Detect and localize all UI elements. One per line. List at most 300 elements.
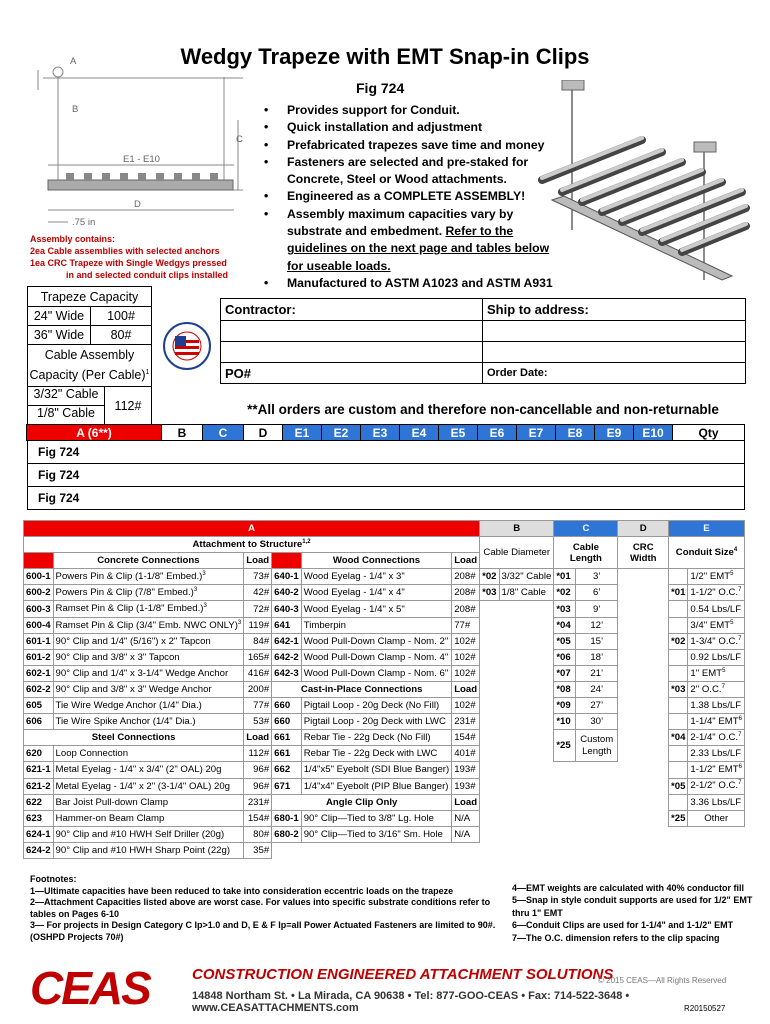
option-desc-text: Tie Wire Spike Anchor (1/4" Dia.)	[55, 716, 196, 728]
empty	[554, 762, 576, 778]
conduit-text: 2" O.C.	[690, 684, 722, 696]
empty	[669, 826, 688, 842]
empty	[575, 810, 618, 826]
option-desc	[53, 585, 244, 601]
option-desc	[53, 842, 244, 858]
capacity-load: 80#	[110, 328, 132, 342]
empty	[480, 601, 499, 617]
table-row	[24, 778, 745, 794]
option-load: 208#	[452, 585, 480, 601]
feature-item	[262, 206, 562, 275]
conduit-code	[669, 601, 688, 617]
option-desc-text: 90° Clip and #10 HWH Sharp Point (22g)	[55, 844, 231, 856]
empty	[480, 826, 499, 842]
option-code: 671	[272, 778, 302, 794]
revision-code: R20150527	[684, 1004, 726, 1013]
footnote-ref: 5	[730, 619, 734, 626]
footnote: 6—Conduit Clips are used for 1-1/4" and 1-1/2" EMT	[512, 920, 734, 931]
conduit-text: 1-3/4" O.C.	[690, 635, 739, 647]
order-col-b: B	[161, 424, 203, 441]
footnote-ref: 5	[722, 667, 726, 674]
conduit-value	[688, 617, 745, 633]
footnote-ref: 6	[738, 716, 742, 723]
order-col-e5: E5	[438, 424, 478, 441]
length-code: *09	[554, 698, 576, 714]
length-code: *02	[554, 585, 576, 601]
attachment-heading	[24, 537, 480, 553]
option-load: 401#	[452, 746, 480, 762]
option-desc: Pigtail Loop - 20g Deck with LWC	[301, 714, 451, 730]
option-code: 642-3	[272, 665, 302, 681]
crc-width-cell	[618, 842, 669, 858]
red-marker	[272, 553, 302, 569]
crc-width-cell	[618, 633, 669, 649]
empty	[499, 601, 554, 617]
conduit-text: 1.38 Lbs/LF	[690, 700, 742, 712]
crc-width-cell	[618, 714, 669, 730]
empty	[480, 810, 499, 826]
table-row	[24, 826, 745, 842]
red-marker	[24, 553, 54, 569]
order-form-row	[221, 362, 745, 383]
footnote-ref: 1,2	[302, 539, 311, 546]
capacity-row	[28, 306, 151, 325]
trapeze-diagram	[28, 50, 253, 230]
buy-american-seal	[163, 322, 211, 370]
ceas-logo: CEAS	[30, 962, 150, 1014]
non-cancellable-notice: **All orders are custom and therefore non-cancellable and non-returnable	[247, 402, 719, 417]
order-row[interactable]: Fig 724	[27, 464, 745, 487]
length-code: *01	[554, 569, 576, 585]
empty	[480, 649, 499, 665]
option-load: N/A	[452, 810, 480, 826]
cable-desc: 3/32" Cable	[499, 569, 554, 585]
option-desc: 1/4"x5" Eyebolt (SDI Blue Banger)	[301, 762, 451, 778]
length-value: 18’	[575, 649, 618, 665]
length-value: 12’	[575, 617, 618, 633]
order-col-e3: E3	[360, 424, 400, 441]
option-code: 622	[24, 794, 54, 810]
footnote: 1—Ultimate capacities have been reduced to take into consideration eccentric loads on the trapeze	[30, 885, 454, 896]
footnote: 2—Attachment Capacities listed above are worst case. For values into specific substrate conditions refer to tables on Pages 6-10	[30, 897, 491, 919]
option-desc	[53, 778, 244, 794]
order-rows	[27, 441, 745, 510]
option-desc-text: Loop Connection	[55, 748, 129, 760]
option-load: 208#	[452, 569, 480, 585]
option-desc-text: Powers Pin & Clip (1-1/8" Embed.)	[55, 571, 203, 583]
col-e-header: E	[669, 521, 745, 537]
length-value: 15’	[575, 633, 618, 649]
empty	[499, 649, 554, 665]
cable-heading-2	[28, 364, 151, 384]
order-row[interactable]: Fig 724	[27, 487, 745, 510]
table-row	[24, 746, 745, 762]
conduit-code: *01	[669, 585, 688, 601]
col-b-header: B	[480, 521, 554, 537]
conduit-code	[669, 649, 688, 665]
load-heading: Load	[452, 681, 480, 697]
option-code: 606	[24, 714, 54, 730]
option-load: 416#	[244, 665, 272, 681]
section-heading: Angle Clip Only	[272, 794, 452, 810]
option-desc-text: Ramset Pin & Clip (1-1/8" Embed.)	[55, 603, 204, 615]
footnote-ref: 7	[738, 635, 742, 642]
conduit-code: *25	[669, 810, 688, 826]
length-code: *08	[554, 681, 576, 697]
option-desc	[53, 569, 244, 585]
wood-heading: Wood Connections	[301, 553, 451, 569]
option-load: N/A	[452, 826, 480, 842]
feature-text: Assembly maximum capacities vary by substrate and embedment.	[287, 206, 514, 239]
option-code: 621-1	[24, 762, 54, 778]
cable-desc: 1/8" Cable	[499, 585, 554, 601]
length-code: *03	[554, 601, 576, 617]
conduit-value	[688, 714, 745, 730]
option-desc	[53, 762, 244, 778]
table-row	[24, 714, 745, 730]
empty	[499, 698, 554, 714]
table-row	[24, 681, 745, 697]
conduit-text: 1" EMT	[690, 667, 723, 679]
length-value: 6’	[575, 585, 618, 601]
conduit-code	[669, 665, 688, 681]
option-desc-text: Metal Eyelag - 1/4" x 3/4" (2" OAL) 20g	[55, 764, 222, 776]
footnote-ref: 3	[202, 571, 206, 578]
option-code: 623	[24, 810, 54, 826]
assembly-line: 1ea CRC Trapeze with Single Wedgys pressed	[30, 258, 227, 268]
conduit-value	[688, 794, 745, 810]
fig-label: Fig 724	[356, 80, 405, 96]
footnotes-heading: Footnotes:	[30, 874, 77, 884]
concrete-heading: Concrete Connections	[53, 553, 244, 569]
empty	[499, 730, 554, 746]
crc-width-cell	[618, 569, 669, 585]
option-desc: Rebar Tie - 22g Deck (No Fill)	[301, 730, 451, 746]
guidelines-link[interactable]: Refer to the guidelines on the next page and tables below for useable loads.	[287, 224, 550, 273]
cable-size: 3/32" Cable	[28, 387, 104, 406]
cable-size: 1/8" Cable	[37, 406, 95, 421]
option-code: 661	[272, 730, 302, 746]
option-desc-text: 90° Clip and 3/8" x 3" Wedge Anchor	[55, 684, 212, 696]
crc-width-cell	[618, 826, 669, 842]
empty	[499, 762, 554, 778]
empty	[480, 681, 499, 697]
trapeze-photo	[532, 80, 750, 290]
empty	[480, 665, 499, 681]
order-col-c: C	[202, 424, 244, 441]
empty	[272, 842, 480, 858]
option-desc: Wood Pull-Down Clamp - Nom. 2"	[301, 633, 451, 649]
option-desc	[53, 746, 244, 762]
table-row	[24, 762, 745, 778]
option-desc-text: Powers Pin & Clip (7/8" Embed.)	[55, 587, 194, 599]
option-desc	[53, 649, 244, 665]
col-d-header: D	[618, 521, 669, 537]
table-row	[24, 585, 745, 601]
cable-heading-2-text: Capacity (Per Cable)	[29, 368, 146, 383]
empty	[669, 842, 688, 858]
trapeze-capacity-heading: Trapeze Capacity	[40, 289, 139, 304]
option-code: 640-2	[272, 585, 302, 601]
diagram-label-a: A	[70, 56, 77, 67]
footnote-ref: 4	[733, 547, 738, 554]
conduit-code	[669, 746, 688, 762]
option-code: 642-1	[272, 633, 302, 649]
option-code: 600-4	[24, 617, 54, 633]
load-heading: Load	[452, 553, 480, 569]
cable-heading-1: Cable Assembly	[44, 348, 135, 362]
contractor-label: Contractor:	[221, 299, 483, 320]
option-code: 661	[272, 746, 302, 762]
footnote-ref: 3	[203, 603, 207, 610]
option-desc: Pigtail Loop - 20g Deck (No Fill)	[301, 698, 451, 714]
cable-diameter-heading: Cable Diameter	[480, 537, 554, 569]
feature-item: • Quick installation and adjustment	[262, 119, 562, 136]
length-value	[575, 730, 618, 762]
option-desc: Timberpin	[301, 617, 451, 633]
option-code: 624-1	[24, 826, 54, 842]
conduit-text: 0.54 Lbs/LF	[690, 603, 742, 615]
footnote-ref: 5	[730, 571, 734, 578]
conduit-value	[688, 746, 745, 762]
crc-width-cell	[618, 794, 669, 810]
feature-item: • Manufactured to ASTM A1023 and ASTM A931	[262, 275, 562, 292]
option-load: 231#	[244, 794, 272, 810]
crc-width-cell	[618, 778, 669, 794]
table-row	[24, 617, 745, 633]
option-load: 84#	[244, 633, 272, 649]
option-load: 72#	[244, 601, 272, 617]
attachment-text: Attachment to Structure	[192, 539, 303, 551]
conduit-code	[669, 714, 688, 730]
table-row	[24, 569, 745, 585]
option-code: 680-2	[272, 826, 302, 842]
conduit-text: 1-1/2" O.C.	[690, 587, 739, 599]
order-col-e10: E10	[633, 424, 673, 441]
footnote-ref: 7	[721, 683, 725, 690]
order-date-label[interactable]: Order Date:	[487, 367, 548, 379]
conduit-value	[688, 778, 745, 794]
length-code: *10	[554, 714, 576, 730]
footnote: 7—The O.C. dimension refers to the clip spacing	[512, 932, 720, 943]
option-load: 73#	[244, 569, 272, 585]
length-code: *04	[554, 617, 576, 633]
option-desc: Wood Pull-Down Clamp - Nom. 6"	[301, 665, 451, 681]
option-code: 601-2	[24, 649, 54, 665]
order-form	[220, 298, 746, 384]
page-title: Wedgy Trapeze with EMT Snap-in Clips	[180, 44, 590, 69]
length-value: 21’	[575, 665, 618, 681]
empty	[554, 826, 576, 842]
crc-width-cell	[618, 617, 669, 633]
option-code: 600-2	[24, 585, 54, 601]
company-address: 14848 Northam St. • La Mirada, CA 90638 • Tel: 877-GOO-CEAS • Fax: 714-522-3648 • www.CEASATTACHMENTS.com	[192, 990, 630, 1014]
length-value: 9’	[575, 601, 618, 617]
empty	[554, 778, 576, 794]
option-code: 621-2	[24, 778, 54, 794]
empty	[499, 810, 554, 826]
cable-sizes	[28, 387, 105, 425]
option-load: 35#	[244, 842, 272, 858]
option-desc-text: 90° Clip and 3/8" x 3" Tapcon	[55, 651, 180, 663]
conduit-value: Other	[688, 810, 745, 826]
cable-capacity-rows	[28, 386, 151, 425]
section-heading: Steel Connections	[24, 730, 244, 746]
empty	[480, 730, 499, 746]
option-desc	[53, 601, 244, 617]
option-code: 660	[272, 714, 302, 730]
empty	[575, 778, 618, 794]
po-label[interactable]: PO#	[221, 363, 483, 383]
empty	[499, 665, 554, 681]
option-desc-text: Hammer-on Beam Clamp	[55, 812, 165, 824]
table-body	[24, 569, 745, 859]
option-load: 80#	[244, 826, 272, 842]
option-load: 102#	[452, 649, 480, 665]
conduit-code: *05	[669, 778, 688, 794]
table-subheader-row	[24, 537, 745, 553]
option-desc-text: 90° Clip and #10 HWH Self Driller (20g)	[55, 828, 225, 840]
footnote: 3— For projects in Design Category C Ip>1.0 and D, E & F Ip=all Power Actuated Fasteners are limited to 90#. (OSHPD Projects 70#)	[30, 920, 496, 942]
cable-capacity-heading	[28, 344, 151, 386]
conduit-value	[688, 665, 745, 681]
option-code: 601-1	[24, 633, 54, 649]
option-load: 96#	[244, 762, 272, 778]
option-load: 154#	[244, 810, 272, 826]
crc-width-cell	[618, 585, 669, 601]
length-code: *05	[554, 633, 576, 649]
footnote-ref: 3	[193, 587, 198, 594]
cable-code: *02	[480, 569, 499, 585]
length-value: 30’	[575, 714, 618, 730]
contractor-field[interactable]	[221, 341, 745, 362]
crc-width-cell	[618, 681, 669, 697]
footnote-ref: 7	[738, 732, 742, 739]
assembly-line: 2ea Cable assemblies with selected anchors	[30, 246, 220, 256]
company-name: CONSTRUCTION ENGINEERED ATTACHMENT SOLUTIONS	[192, 966, 614, 983]
order-col-a: A (6**)	[26, 424, 162, 441]
load-heading: Load	[244, 730, 272, 746]
option-load: 53#	[244, 714, 272, 730]
option-desc	[53, 826, 244, 842]
crc-width-cell	[618, 730, 669, 746]
order-row[interactable]: Fig 724	[27, 441, 745, 464]
option-load: 193#	[452, 762, 480, 778]
table-row	[24, 842, 745, 858]
order-col-e4: E4	[399, 424, 439, 441]
contractor-field[interactable]	[221, 320, 745, 341]
conduit-value	[688, 762, 745, 778]
length-code: *07	[554, 665, 576, 681]
diagram-label-e: E1 - E10	[123, 154, 160, 165]
empty	[499, 826, 554, 842]
empty	[688, 842, 745, 858]
option-desc-text: Bar Joist Pull-down Clamp	[55, 796, 169, 808]
diagram-label-b: B	[72, 104, 79, 115]
capacity-size: 24" Wide	[28, 307, 91, 325]
empty	[688, 826, 745, 842]
option-desc-text: Metal Eyelag - 1/4" x 2" (3-1/4" OAL) 20g	[55, 780, 231, 792]
option-load: 154#	[452, 730, 480, 746]
option-code: 640-1	[272, 569, 302, 585]
option-desc-text: 90° Clip and 1/4" x 3-1/4" Wedge Anchor	[55, 667, 229, 679]
order-col-e8: E8	[555, 424, 595, 441]
footnote-ref: 1	[145, 369, 150, 376]
option-desc: 90° Clip—Tied to 3/8" Lg. Hole	[301, 810, 451, 826]
option-code: 660	[272, 698, 302, 714]
feature-item: • Provides support for Conduit.	[262, 102, 562, 119]
empty	[499, 681, 554, 697]
order-header	[27, 424, 745, 441]
assembly-heading: Assembly contains:	[30, 234, 116, 244]
empty	[480, 698, 499, 714]
option-load: 119#	[244, 617, 272, 633]
copyright: © 2015 CEAS—All Rights Reserved	[598, 976, 727, 985]
assembly-line: in and selected conduit clips installed	[66, 270, 229, 280]
empty	[575, 762, 618, 778]
footnote-ref: 3	[237, 619, 242, 626]
empty	[480, 714, 499, 730]
empty	[554, 810, 576, 826]
footnote-ref: 7	[738, 780, 742, 787]
option-code: 641	[272, 617, 302, 633]
empty	[480, 842, 499, 858]
option-load: 193#	[452, 778, 480, 794]
table-row	[24, 649, 745, 665]
footnote-ref: 7	[738, 587, 742, 594]
table-row	[24, 633, 745, 649]
length-code: *06	[554, 649, 576, 665]
order-col-qty: Qty	[672, 424, 745, 441]
option-code: 602-1	[24, 665, 54, 681]
order-col-e7: E7	[516, 424, 556, 441]
option-load: 112#	[244, 746, 272, 762]
conduit-code	[669, 569, 688, 585]
cable-length-heading: Cable Length	[554, 537, 618, 569]
conduit-value	[688, 585, 745, 601]
custom-length: Custom	[580, 733, 614, 745]
crc-width-cell	[618, 649, 669, 665]
option-desc: Wood Eyelag - 1/4" x 4"	[301, 585, 451, 601]
footnote: 5—Snap in style conduit supports are used for 1/2" EMT thru 1" EMT	[512, 895, 753, 918]
capacity-size: 36" Wide	[28, 326, 91, 344]
empty	[480, 746, 499, 762]
length-value: 3’	[575, 569, 618, 585]
table-row	[24, 794, 745, 810]
empty	[575, 794, 618, 810]
empty	[499, 778, 554, 794]
assembly-contains	[30, 233, 245, 281]
footnotes	[30, 874, 500, 944]
table-row	[24, 665, 745, 681]
conduit-text: 3/4" EMT	[690, 619, 731, 631]
options-table	[23, 520, 745, 859]
conduit-text: 1-1/4" EMT	[690, 716, 739, 728]
feature-list	[262, 102, 562, 292]
col-c-header: C	[554, 521, 618, 537]
cable-load: 112#	[114, 399, 142, 414]
option-load: 208#	[452, 601, 480, 617]
crc-width-cell	[618, 762, 669, 778]
empty	[480, 762, 499, 778]
order-col-e6: E6	[477, 424, 517, 441]
option-code: 624-2	[24, 842, 54, 858]
option-load: 96#	[244, 778, 272, 794]
conduit-text: 0.92 Lbs/LF	[690, 651, 742, 663]
option-load: 102#	[452, 665, 480, 681]
conduit-code: *04	[669, 730, 688, 746]
option-code: 602-2	[24, 681, 54, 697]
